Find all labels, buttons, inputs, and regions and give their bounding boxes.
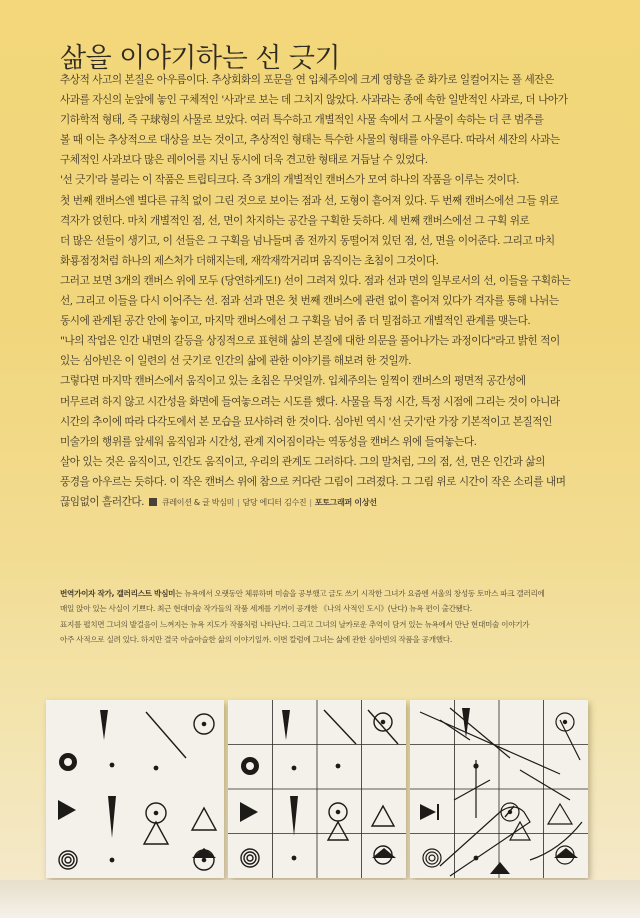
wedge-shape [282,710,290,740]
wedge-shape [100,710,108,740]
body-line: 시간의 추이에 따라 다각도에서 본 모습을 묘사하려 한 것이다. 심아빈 역시 '선 긋기'란 가장 기본적이고 본질적인 [60,415,552,428]
body-line: 동시에 관계된 공간 안에 놓이고, 마지막 캔버스에선 그 구획을 넘어 좀 더 밀접하고 개별적인 관계를 맺는다. [60,315,531,328]
play-triangle [240,802,258,822]
end-mark-icon [149,498,157,506]
triangle-outline [328,822,348,840]
article-title: 삶을 이야기하는 선 긋기 [60,43,341,74]
dot [474,856,479,861]
author-bio [60,586,600,648]
body-line-end: 끊임없이 흘러간다. [60,495,145,508]
half-triangle [192,848,216,858]
body-line: 첫 번째 캔버스엔 별다른 규칙 없이 그린 것으로 보이는 점과 선, 도형이 흩어져 있다. 두 번째 캔버스에선 그들 위로 [60,194,559,207]
play-triangle [420,804,436,820]
triangle-outline [548,804,572,824]
triangle-outline [144,822,168,844]
bio-line [60,586,600,601]
body-line: 화룡점정처럼 하나의 제스처가 더해지는데, 재깍재깍거리며 움직이는 초침이 그것이다. [60,254,439,267]
body-line: 살아 있는 것은 움직이고, 인간도 움직이고, 우리의 관계도 그러하다. 그의 말처럼, 그의 점, 선, 면은 인간과 삶의 [60,455,545,468]
play-triangle [58,800,76,820]
dot [292,856,297,861]
artwork-canvas-2 [228,700,406,878]
bar-mark [437,804,439,820]
body-line: 더 많은 선들이 생기고, 이 선들은 그 구획을 넘나들며 좀 전까지 동떨어져 있던 점, 선, 면을 이어준다. 그리고 마치 [60,234,555,247]
dot [110,858,115,863]
body-line: 풍경을 아우르는 듯하다. 이 작은 캔버스 위에 참으로 커다란 그림이 그려졌다. 그 그림 위로 시간이 작은 소리를 내며 [60,475,566,488]
body-line: 미술가의 행위를 앞세워 움직임과 시간성, 관계 지어짐이라는 역동성을 캔버스 위에 들여놓는다. [60,435,477,448]
bio-line: 매일 앉아 있는 사실이 기쁘다. 최근 현대미술 작가들의 작품 세계를 기꺼이 공개한 《나의 사적인 도시》(난다) 뉴욕 편이 출간됐다. [60,604,472,614]
dot [336,764,341,769]
triangle-outline [372,806,394,826]
credit-curation: 큐레이션 & 글 박심미 [161,497,235,507]
credit-separator: | [237,497,240,507]
dot [154,766,159,771]
dot [473,763,478,768]
bio-line: 아주 사적으로 실려 있다. 하지만 결국 아슬아슬한 삶의 이야기일까. 이번 칼럼에 그녀는 삶에 관한 심아빈의 작품을 공개했다. [60,635,452,645]
artwork-canvas-1 [46,700,224,878]
artwork-canvas-3 [410,700,588,878]
dot [110,763,115,768]
body-line: "나의 작업은 인간 내면의 갈등을 상징적으로 표현해 삶의 본질에 대한 의문을 풀어나가는 과정이다"라고 밝힌 적이 [60,335,560,348]
body-line: 구체적인 사과보다 많은 레이어를 지닌 동시에 더욱 견고한 형태로 거듭날 수 있었다. [60,154,428,167]
artwork-drawing-3 [410,700,588,878]
wedge-shape [290,796,298,836]
bio-text: 는 뉴욕에서 오랫동안 체류하며 미술을 공부했고 글도 쓰기 시작한 그녀가 요즘엔 서울의 창성동 토마스 파크 갤러리에 [175,589,545,598]
credit-photographer: 포토그래퍼 이상선 [314,497,377,507]
body-line: 그렇다면 마지막 캔버스에서 움직이고 있는 초침은 무엇일까. 입체주의는 일찍이 캔버스의 평면적 공간성에 [60,375,526,388]
body-line: 격자가 얹힌다. 마치 개별적인 점, 선, 면이 차지하는 공간을 구획한 듯하다. 세 번째 캔버스에선 그 구획 위로 [60,214,530,227]
triangle-outline [192,808,216,830]
bio-lead: 번역가이자 작가, 갤러리스트 박심미 [60,589,176,598]
body-line-final [60,492,600,512]
body-line: 기하학적 형태, 즉 구球형의 사물로 보았다. 여러 특수하고 개별적인 사물 속에서 그 사물이 속하는 더 큰 범주를 [60,114,544,127]
dot [292,766,297,771]
diagonal-line [146,712,186,758]
body-line: 추상적 사고의 본질은 아우름이다. 추상회화의 포문을 연 입체주의에 크게 영향을 준 화가로 일컬어지는 폴 세잔은 [60,74,554,86]
wall-shadow [0,880,640,918]
credit-line [162,498,377,507]
body-line: 그러고 보면 3개의 캔버스 위에 모두 (당연하게도!) 선이 그려져 있다. 점과 선과 면의 일부로서의 선, 이들을 구획하는 [60,274,571,287]
bio-line: 표지를 펼치면 그녀의 발걸음이 느껴지는 뉴욕 지도가 작품처럼 나타난다. 그리고 그녀의 날카로운 추억이 담겨 있는 뉴욕에서 만난 현대미술 이야기가 [60,619,530,629]
credit-editor: 담당 에디터 김수진 [242,497,307,507]
diagonal-line [324,710,356,744]
wedge-shape [108,796,116,838]
article-body [60,70,600,512]
body-line: 볼 때 이는 추상적으로 대상을 보는 것이고, 추상적인 형태는 특수한 사물의 형태를 아우른다. 따라서 세잔의 사과는 [60,134,560,147]
body-line: 사과를 자신의 눈앞에 놓인 구체적인 '사과'로 보는 데 그치지 않았다. 사과라는 종에 속한 일반적인 사과로, 더 나아가 [60,94,568,107]
body-line: '선 긋기'라 불리는 이 작품은 트립티크다. 즉 3개의 개별적인 캔버스가 모여 하나의 작품을 이루는 것이다. [60,174,520,187]
half-triangle [490,862,510,874]
body-line: 있는 심아빈은 이 일련의 선 긋기로 인간의 삶에 관한 이야기를 해보려 한 것일까. [60,355,411,368]
credit-separator: | [309,497,312,507]
body-line: 머무르려 하지 않고 시간성을 화면에 들여놓으려는 시도를 했다. 사물을 특정 시간, 특정 시점에 그리는 것이 아니라 [60,395,560,408]
body-line: 선, 그리고 이들을 다시 이어주는 선. 점과 선과 면은 첫 번째 캔버스에 관련 없이 흩어져 있다가 격자를 통해 나뉘는 [60,295,559,308]
artwork-drawing-1 [46,700,224,878]
artwork-drawing-2 [228,700,406,878]
